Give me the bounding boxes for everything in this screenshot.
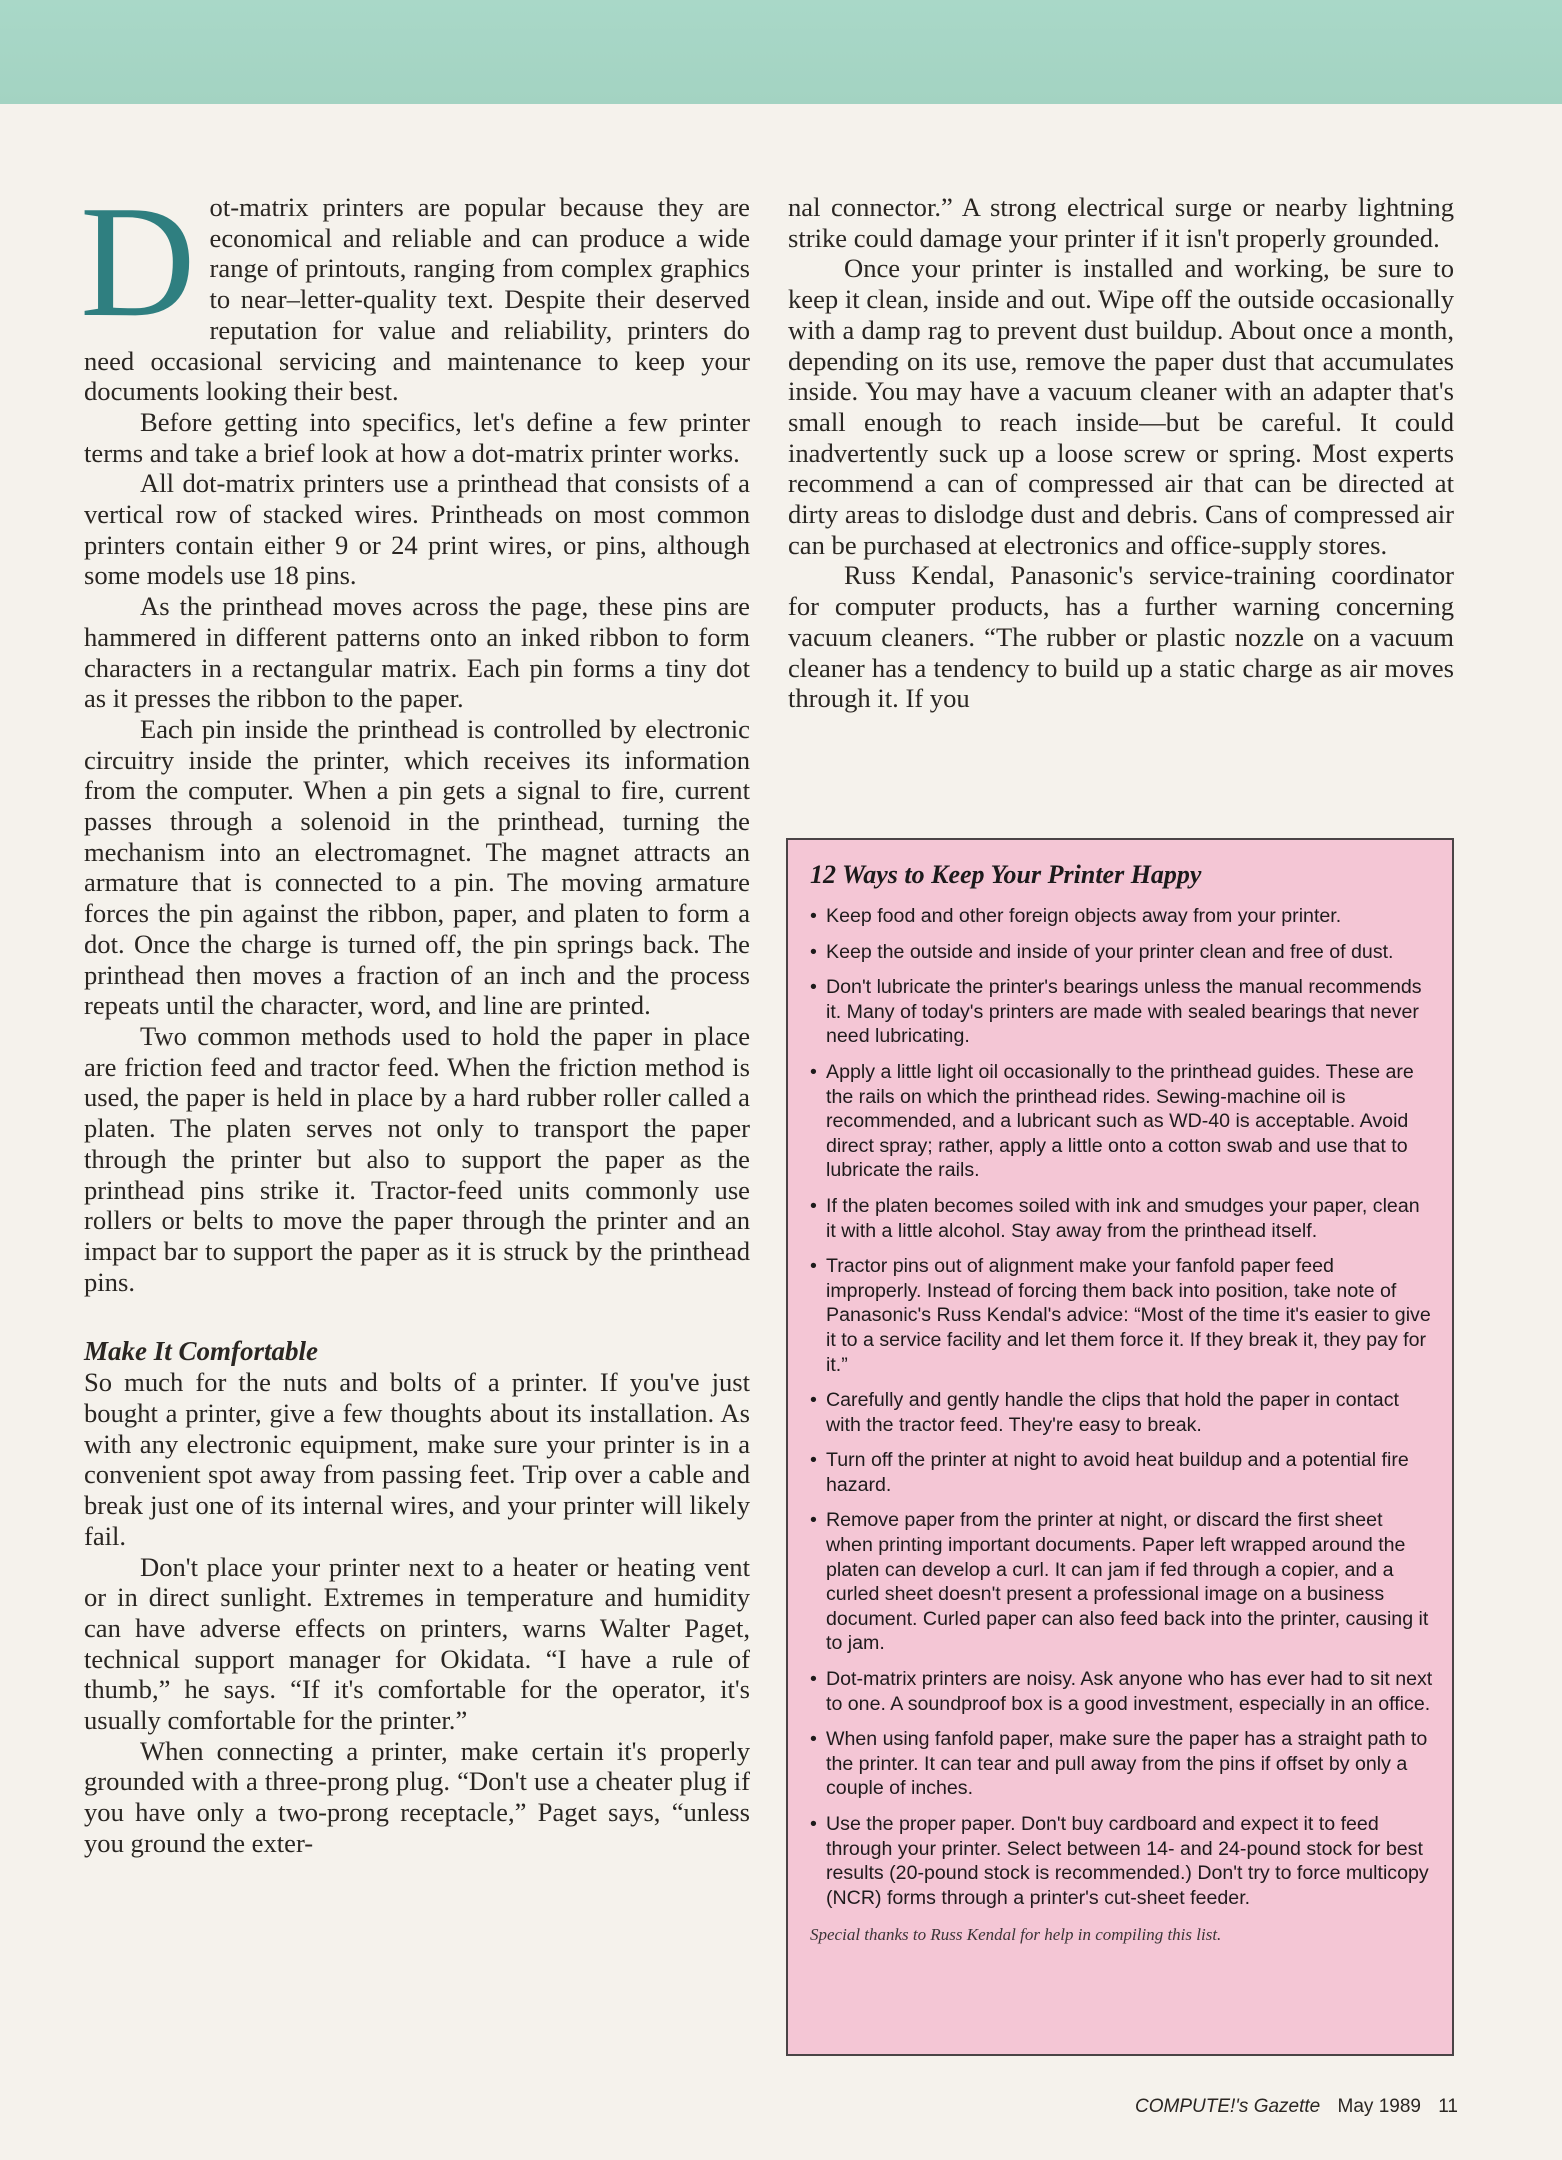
article-right-column: [788, 192, 1454, 714]
top-color-band: [0, 0, 1562, 104]
tips-list: [810, 904, 1434, 1910]
list-item: • Turn off the printer at night to avoid heat buildup and a potential fire hazard.: [810, 1448, 1434, 1497]
issue-date: May 1989: [1337, 2096, 1421, 2117]
article-paragraph-12: Russ Kendal, Panasonic's service-training coordinator for computer products, has a further warning concerning vacuum cleaners. “The rubber or plastic nozzle on a vacuum cleaner has a tendency to build up a static charge as air moves through it. If you: [788, 560, 1454, 714]
article-paragraph-5: Each pin inside the printhead is controlled by electronic circuitry inside the printer, which receives its information from the computer. When a pin gets a signal to fire, current passes through a solenoid in the printhead, turning the mechanism into an electromagnet. The magnet attracts an armature that is connected to a pin. The moving armature forces the pin against the ribbon, paper, and platen to form a dot. Once the charge is turned off, the pin springs back. The printhead then moves a fraction of an inch and the process repeats until the character, word, and line are printed.: [84, 713, 750, 1021]
list-item: • When using fanfold paper, make sure the paper has a straight path to the printer. It can tear and pull away from the pins if offset by only a couple of inches.: [810, 1727, 1434, 1801]
list-item: • Use the proper paper. Don't buy cardboard and expect it to feed through your printer. Select between 14- and 24-pound stock for best results (20-pound stock is recommended.) Don't try to force multicopy (NCR) forms through a printer's cut-sheet feeder.: [810, 1812, 1434, 1910]
sidebar-credit: Special thanks to Russ Kendal for help in compiling this list.: [810, 1925, 1222, 1945]
article-paragraph-10: nal connector.” A strong electrical surge or nearby lightning strike could damage your printer if it isn't properly grounded.: [788, 192, 1454, 253]
tips-sidebar: [786, 838, 1454, 2056]
list-item: • Don't lubricate the printer's bearings unless the manual recommends it. Many of today's printers are made with sealed bearings that never need lubricating.: [810, 975, 1434, 1049]
list-item: • Apply a little light oil occasionally to the printhead guides. These are the rails on which the printhead rides. Sewing-machine oil is recommended, and a lubricant such as WD-40 is acceptable. Avoid direct spray; rather, apply a little onto a cotton swab and use that to lubricate the rails.: [810, 1060, 1434, 1183]
drop-cap: D: [80, 172, 196, 350]
sidebar-title: 12 Ways to Keep Your Printer Happy: [810, 860, 1202, 889]
list-item: • Keep the outside and inside of your printer clean and free of dust.: [810, 940, 1434, 965]
page-footer: [1123, 2096, 1458, 2118]
article-paragraph-9: When connecting a printer, make certain it's properly grounded with a three-prong plug. “Don't use a cheater plug if you have only a two-prong receptacle,” Paget says, “unless you ground the exter-: [84, 1735, 750, 1858]
list-item: • If the platen becomes soiled with ink and smudges your paper, clean it with a little alcohol. Stay away from the printhead itself.: [810, 1194, 1434, 1243]
section-subhead: Make It Comfortable: [84, 1336, 318, 1367]
article-paragraph-1: Dot-matrix printers are popular because they are economical and reliable and can produce a wide range of printouts, ranging from complex graphics to near–letter-quality text. Despite their deserved reputation for value and reliability, printers do need occasional servicing and maintenance to keep your documents looking their best.: [80, 172, 750, 407]
article-left-column: [80, 172, 750, 1859]
list-item: • Dot-matrix printers are noisy. Ask anyone who has ever had to sit next to one. A soundproof box is a good investment, especially in an office.: [810, 1667, 1434, 1716]
article-paragraph-7: So much for the nuts and bolts of a printer. If you've just bought a printer, give a few thoughts about its installation. As with any electronic equipment, make sure your printer is in a convenient spot away from passing feet. Trip over a cable and break just one of its internal wires, and your printer will likely fail.: [84, 1367, 750, 1551]
article-paragraph-4: As the printhead moves across the page, these pins are hammered in different patterns onto an inked ribbon to form characters in a rectangular matrix. Each pin forms a tiny dot as it presses the ribbon to the paper.: [84, 591, 750, 714]
magazine-name: COMPUTE!'s Gazette: [1135, 2096, 1321, 2117]
article-paragraph-8: Don't place your printer next to a heater or heating vent or in direct sunlight. Extremes in temperature and humidity can have adverse effects on printers, warns Walter Paget, technical support manager for Okidata. “I have a rule of thumb,” he says. “If it's comfortable for the operator, it's usually comfortable for the printer.”: [84, 1551, 750, 1736]
article-paragraph-6: Two common methods used to hold the paper in place are friction feed and tractor feed. When the friction method is used, the paper is held in place by a hard rubber roller called a platen. The platen serves not only to transport the paper through the printer but also to support the paper as the printhead pins strike it. Tractor-feed units commonly use rollers or belts to move the paper through the printer and an impact bar to support the paper as it is struck by the printhead pins.: [84, 1020, 750, 1297]
list-item: • Keep food and other foreign objects away from your printer.: [810, 904, 1434, 929]
article-paragraph-3: All dot-matrix printers use a printhead that consists of a vertical row of stacked wires. Printheads on most common printers contain either 9 or 24 print wires, or pins, although some models use 18 pins.: [84, 468, 750, 591]
article-paragraph-2: Before getting into specifics, let's define a few printer terms and take a brief look at how a dot-matrix printer works.: [84, 406, 750, 468]
list-item: • Carefully and gently handle the clips that hold the paper in contact with the tractor feed. They're easy to break.: [810, 1388, 1434, 1437]
page-number: 11: [1438, 2096, 1458, 2117]
list-item: • Tractor pins out of alignment make your fanfold paper feed improperly. Instead of forcing them back into position, take note of Panasonic's Russ Kendal's advice: “Most of the time it's easier to give it to a service facility and let them force it. If they break it, they pay for it.”: [810, 1254, 1434, 1377]
article-paragraph-11: Once your printer is installed and working, be sure to keep it clean, inside and out. Wipe off the outside occasionally with a damp rag to prevent dust buildup. About once a month, depending on its use, remove the paper dust that accumulates inside. You may have a vacuum cleaner with an adapter that's small enough to reach inside—but be careful. It could inadvertently suck up a loose screw or spring. Most experts recommend a can of compressed air that can be directed at dirty areas to dislodge dust and debris. Cans of compressed air can be purchased at electronics and office-supply stores.: [788, 253, 1454, 560]
list-item: • Remove paper from the printer at night, or discard the first sheet when printing important documents. Paper left wrapped around the platen can develop a curl. It can jam if fed through a copier, and a curled sheet doesn't present a professional image on a business document. Curled paper can also feed back into the printer, causing it to jam.: [810, 1508, 1434, 1656]
